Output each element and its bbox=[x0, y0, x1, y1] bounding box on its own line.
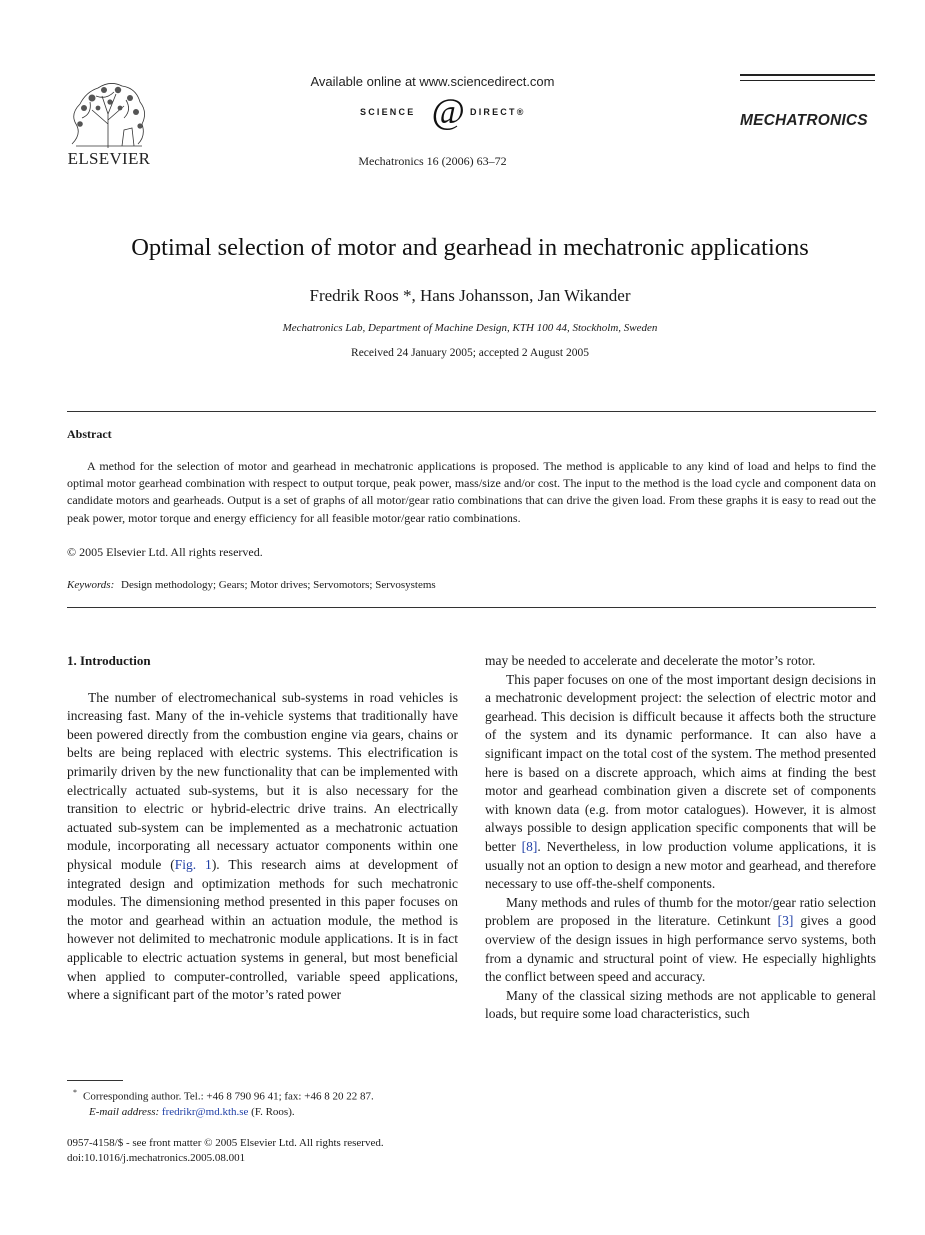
front-matter-line: 0957-4158/$ - see front matter © 2005 Elsevier Ltd. All rights reserved. bbox=[67, 1137, 384, 1149]
doi-line: doi:10.1016/j.mechatronics.2005.08.001 bbox=[67, 1152, 246, 1164]
article-title: Optimal selection of motor and gearhead in mechatronic applications bbox=[131, 234, 809, 261]
footnote bbox=[67, 1085, 467, 1121]
article-dates: Received 24 January 2005; accepted 2 August 2005 bbox=[351, 347, 589, 359]
sd-logo-left: SCIENCE bbox=[360, 107, 416, 117]
journal-rule bbox=[740, 80, 875, 81]
section-heading: 1. Introduction bbox=[67, 653, 151, 668]
footnote-line: * Corresponding author. Tel.: +46 8 790 96 41; fax: +46 8 20 22 87. bbox=[73, 1088, 374, 1103]
keywords-list: Design methodology; Gears; Motor drives; Servomotors; Servosystems bbox=[121, 579, 436, 591]
reference-link[interactable]: [3] bbox=[777, 913, 794, 929]
paragraph: The number of electromechanical sub-systems in road vehicles is increasing fast. Many of the in-vehicle systems that traditionally have been powered directly from the combustion engine via gears, chains or belts are being replaced with electric systems. This electrification is primarily driven by the new functionality that can be implemented with electrically actuated sub-systems, but it is also necessary for the transition to electric or hybrid-electric drive trains. An electrically actuated sub-system can be implemented as a mechatronic actuation module, incorporating all necessary actuator components within one physical module (Fig. 1). This research aims at development of integrated design and optimization methods for such mechatronic modules. The dimensioning method presented in this paper focuses on the motor and gearhead within an actuation module, the method is however not delimited to mechatronic module applications. It is in fact applicable to electric actuation systems in general, but most beneficial when applied to computer-controlled, variable speed applications, where a significant part of the motor’s rated power bbox=[67, 689, 458, 1003]
abstract-text: A method for the selection of motor and gearhead in mechatronic applications is proposed. The method is applicable to any kind of load and helps to find the optimal motor gearhead combination with respect to output torque, peak power, mass/size and/or cost. The input to the method is the load cycle and component data on candidate motors and gearheads. Output is a set of graphs of all motor/gear ratio combinations that can drive the given load. From these graphs it is easy to read out the peak power, motor torque and energy efficiency for all feasible motor/gear ratio combinations. bbox=[67, 459, 876, 525]
abstract-copyright: © 2005 Elsevier Ltd. All rights reserved. bbox=[67, 545, 263, 559]
email-link[interactable]: fredrikr@md.kth.se bbox=[161, 1106, 249, 1119]
front-matter bbox=[67, 1136, 487, 1166]
paragraph: This paper focuses on one of the most important design decisions in a mechatronic development project: the selection of electric motor and gearhead. This decision is difficult because it affects both the structure of the system and its dynamic performance. It can also have a significant impact on the total cost of the system. The method presented here is based on a discrete approach, which aims at finding the best motor and gearhead combination given a discrete set of components with known data (e.g. from motor catalogues). However, it is almost always possible to design application specific components that will be better [8]. Nevertheless, in low production volume applications, it is usually not an option to design a new motor and gearhead, and therefore necessary to use off-the-shelf components. bbox=[485, 671, 877, 892]
available-online-text: Available online at www.sciencedirect.com bbox=[310, 74, 555, 89]
footnote-rule bbox=[67, 1080, 123, 1081]
figure-link[interactable]: Fig. 1 bbox=[174, 856, 212, 872]
journal-rule bbox=[740, 74, 875, 76]
journal-name: MECHATRONICS bbox=[740, 112, 868, 129]
body-column-left bbox=[67, 652, 458, 1005]
article-affiliation: Mechatronics Lab, Department of Machine Design, KTH 100 44, Stockholm, Sweden bbox=[282, 322, 658, 334]
body-column-right bbox=[485, 652, 876, 1024]
abstract-heading: Abstract bbox=[67, 427, 112, 441]
sciencedirect-at-icon bbox=[428, 92, 468, 132]
abstract-bottom-rule bbox=[67, 607, 876, 608]
reference-link[interactable]: [8] bbox=[521, 838, 538, 854]
keywords bbox=[67, 579, 436, 591]
paragraph: may be needed to accelerate and decelerate the motor’s rotor. bbox=[485, 653, 816, 668]
publisher-name: ELSEVIER bbox=[67, 149, 151, 168]
sciencedirect-logo bbox=[360, 92, 536, 134]
svg-text:@: @ bbox=[431, 92, 465, 131]
keywords-label: Keywords: bbox=[67, 579, 115, 591]
sd-logo-right: DIRECT® bbox=[470, 107, 526, 117]
paragraph: Many methods and rules of thumb for the motor/gear ratio selection problem are proposed in the literature. Cetinkunt [3] gives a good overview of the design issues in high performance servo systems, both from a dynamic and structural point of view. He especially highlights the conflict between speed and accuracy. bbox=[485, 894, 876, 985]
journal-citation: Mechatronics 16 (2006) 63–72 bbox=[358, 154, 507, 168]
footnote-email-line: E-mail address: fredrikr@md.kth.se (F. Roos). bbox=[89, 1106, 295, 1119]
abstract-top-rule bbox=[67, 411, 876, 412]
article-authors: Fredrik Roos *, Hans Johansson, Jan Wikander bbox=[309, 286, 631, 305]
paragraph: Many of the classical sizing methods are not applicable to general loads, but require some load characteristics, such bbox=[485, 987, 876, 1022]
